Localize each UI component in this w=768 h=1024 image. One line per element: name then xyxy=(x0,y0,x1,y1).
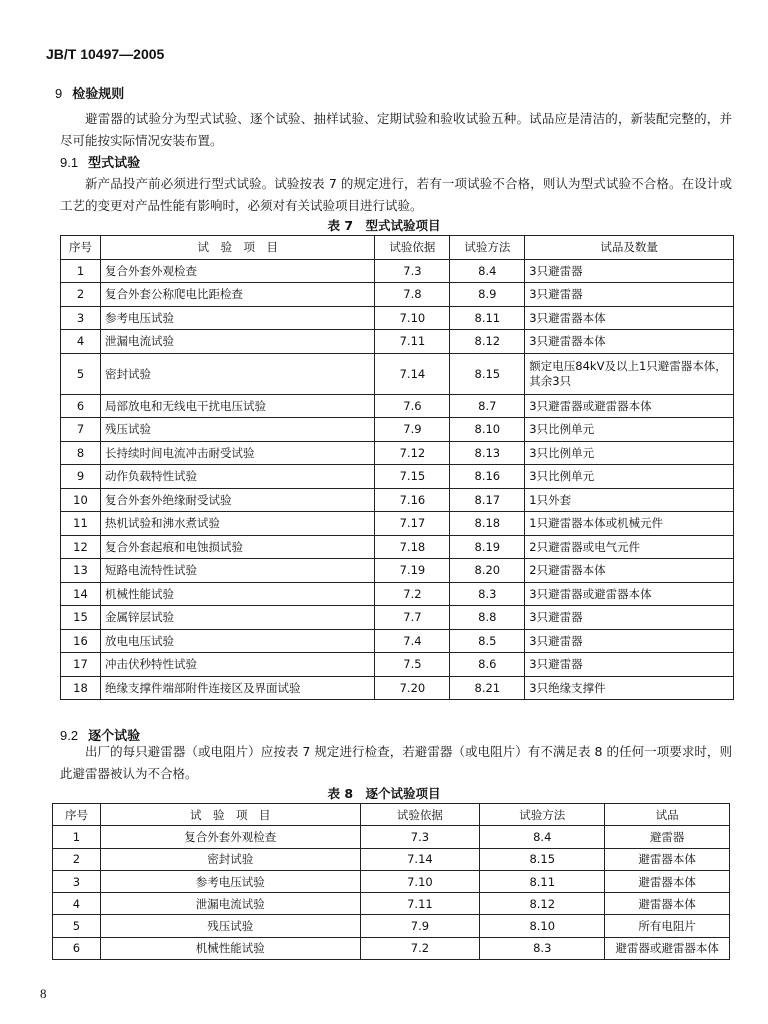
cell-item: 残压试验 xyxy=(100,915,360,937)
cell-method: 8.3 xyxy=(450,582,525,606)
cell-basis: 7.3 xyxy=(360,826,480,848)
table-row xyxy=(61,488,734,512)
cell-sample: 避雷器本体 xyxy=(605,848,730,870)
cell-sample: 避雷器本体 xyxy=(605,870,730,892)
cell-method: 8.12 xyxy=(450,330,525,354)
cell-method: 8.15 xyxy=(450,353,525,394)
cell-seq: 16 xyxy=(61,629,101,653)
table-row xyxy=(61,283,734,307)
cell-method: 8.19 xyxy=(450,535,525,559)
table-7-header-basis: 试验依据 xyxy=(375,236,450,260)
cell-seq: 5 xyxy=(53,915,101,937)
cell-basis: 7.14 xyxy=(360,848,480,870)
cell-method: 8.13 xyxy=(450,441,525,465)
table-row xyxy=(61,535,734,559)
cell-seq: 6 xyxy=(53,937,101,959)
table-row xyxy=(61,559,734,583)
cell-method: 8.3 xyxy=(480,937,605,959)
section-9-1-number: 9.1 xyxy=(60,155,79,170)
cell-sample: 2只避雷器本体 xyxy=(525,559,734,583)
cell-sample: 3只避雷器 xyxy=(525,629,734,653)
table-row xyxy=(61,418,734,442)
cell-method: 8.9 xyxy=(450,283,525,307)
table-row xyxy=(61,606,734,630)
cell-basis: 7.11 xyxy=(375,330,450,354)
table-7-caption: 表 7 型式试验项目 xyxy=(327,218,441,233)
cell-method: 8.17 xyxy=(450,488,525,512)
cell-sample: 1只外套 xyxy=(525,488,734,512)
cell-method: 8.10 xyxy=(480,915,605,937)
cell-sample: 避雷器本体 xyxy=(605,893,730,915)
section-9-2-paragraph: 出厂的每只避雷器（或电阻片）应按表 7 规定进行检查，若避雷器（或电阻片）有不满足表 8 的任何一项要求时，则此避雷器被认为不合格。 xyxy=(60,744,732,781)
table-row xyxy=(61,676,734,700)
cell-basis: 7.9 xyxy=(375,418,450,442)
cell-basis: 7.6 xyxy=(375,394,450,418)
cell-item: 复合外套起痕和电蚀损试验 xyxy=(100,535,375,559)
cell-method: 8.21 xyxy=(450,676,525,700)
cell-sample: 3只避雷器本体 xyxy=(525,306,734,330)
cell-seq: 3 xyxy=(61,306,101,330)
cell-sample: 额定电压84kV及以上1只避雷器本体，其余3只 xyxy=(525,353,734,394)
cell-item: 热机试验和沸水煮试验 xyxy=(100,512,375,536)
cell-seq: 14 xyxy=(61,582,101,606)
cell-sample: 3只避雷器 xyxy=(525,259,734,283)
section-9-2-number: 9.2 xyxy=(60,728,79,743)
cell-item: 复合外套外观检查 xyxy=(100,826,360,848)
cell-seq: 6 xyxy=(61,394,101,418)
section-9-heading xyxy=(55,83,124,102)
cell-item: 复合外套外绝缘耐受试验 xyxy=(100,488,375,512)
table-row xyxy=(61,512,734,536)
table-row xyxy=(61,394,734,418)
cell-item: 残压试验 xyxy=(100,418,375,442)
standard-number: JB/T 10497—2005 xyxy=(46,46,165,62)
cell-sample: 3只避雷器本体 xyxy=(525,330,734,354)
table-8-header-seq: 序号 xyxy=(53,804,101,826)
cell-basis: 7.2 xyxy=(375,582,450,606)
cell-item: 复合外套外观检查 xyxy=(100,259,375,283)
table-row xyxy=(61,330,734,354)
cell-sample: 1只避雷器本体或机械元件 xyxy=(525,512,734,536)
cell-basis: 7.10 xyxy=(375,306,450,330)
cell-item: 参考电压试验 xyxy=(100,306,375,330)
cell-item: 参考电压试验 xyxy=(100,870,360,892)
section-9-paragraph: 避雷器的试验分为型式试验、逐个试验、抽样试验、定期试验和验收试验五种。试品应是清洁的，新装配完整的，并尽可能按实际情况安装布置。 xyxy=(60,111,732,148)
table-7 xyxy=(60,235,734,700)
cell-seq: 17 xyxy=(61,653,101,677)
cell-item: 密封试验 xyxy=(100,848,360,870)
table-7-header-method: 试验方法 xyxy=(450,236,525,260)
table-row xyxy=(53,893,730,915)
cell-basis: 7.16 xyxy=(375,488,450,512)
cell-method: 8.5 xyxy=(450,629,525,653)
cell-seq: 1 xyxy=(61,259,101,283)
cell-item: 机械性能试验 xyxy=(100,937,360,959)
cell-sample: 所有电阻片 xyxy=(605,915,730,937)
table-8 xyxy=(52,803,730,960)
table-row xyxy=(53,937,730,959)
cell-item: 泄漏电流试验 xyxy=(100,893,360,915)
table-8-header-row xyxy=(53,804,730,826)
cell-method: 8.12 xyxy=(480,893,605,915)
table-row xyxy=(53,826,730,848)
cell-basis: 7.3 xyxy=(375,259,450,283)
cell-method: 8.18 xyxy=(450,512,525,536)
cell-basis: 7.5 xyxy=(375,653,450,677)
cell-seq: 2 xyxy=(53,848,101,870)
cell-method: 8.15 xyxy=(480,848,605,870)
cell-seq: 3 xyxy=(53,870,101,892)
cell-seq: 11 xyxy=(61,512,101,536)
table-row xyxy=(61,582,734,606)
cell-sample: 3只避雷器 xyxy=(525,653,734,677)
table-7-header-item: 试 验 项 目 xyxy=(100,236,375,260)
cell-sample: 3只避雷器 xyxy=(525,283,734,307)
cell-method: 8.16 xyxy=(450,465,525,489)
cell-seq: 12 xyxy=(61,535,101,559)
table-row xyxy=(61,465,734,489)
cell-basis: 7.19 xyxy=(375,559,450,583)
cell-basis: 7.2 xyxy=(360,937,480,959)
cell-item: 长持续时间电流冲击耐受试验 xyxy=(100,441,375,465)
cell-basis: 7.9 xyxy=(360,915,480,937)
table-row xyxy=(61,259,734,283)
cell-seq: 1 xyxy=(53,826,101,848)
cell-item: 局部放电和无线电干扰电压试验 xyxy=(100,394,375,418)
table-row xyxy=(61,353,734,394)
cell-method: 8.4 xyxy=(480,826,605,848)
cell-seq: 10 xyxy=(61,488,101,512)
table-row xyxy=(61,653,734,677)
cell-basis: 7.11 xyxy=(360,893,480,915)
cell-method: 8.20 xyxy=(450,559,525,583)
cell-seq: 4 xyxy=(61,330,101,354)
cell-basis: 7.20 xyxy=(375,676,450,700)
cell-item: 冲击伏秒特性试验 xyxy=(100,653,375,677)
section-9-1-heading xyxy=(60,152,140,171)
cell-sample: 3只比例单元 xyxy=(525,441,734,465)
cell-item: 复合外套公称爬电比距检查 xyxy=(100,283,375,307)
cell-item: 金属锌层试验 xyxy=(100,606,375,630)
cell-sample: 3只比例单元 xyxy=(525,418,734,442)
table-row xyxy=(61,441,734,465)
cell-sample: 3只绝缘支撑件 xyxy=(525,676,734,700)
table-row xyxy=(53,915,730,937)
cell-sample: 3只比例单元 xyxy=(525,465,734,489)
table-8-header-item: 试 验 项 目 xyxy=(100,804,360,826)
section-9-1-paragraph: 新产品投产前必须进行型式试验。试验按表 7 的规定进行，若有一项试验不合格，则认为型式试验不合格。在设计或工艺的变更对产品性能有影响时，必须对有关试验项目进行试验。 xyxy=(60,176,732,213)
cell-seq: 15 xyxy=(61,606,101,630)
table-row xyxy=(53,870,730,892)
section-9-1-title: 型式试验 xyxy=(88,156,141,171)
table-8-header-sample: 试品 xyxy=(605,804,730,826)
cell-sample: 避雷器或避雷器本体 xyxy=(605,937,730,959)
cell-method: 8.10 xyxy=(450,418,525,442)
cell-basis: 7.17 xyxy=(375,512,450,536)
table-8-header-method: 试验方法 xyxy=(480,804,605,826)
page-number: 8 xyxy=(40,986,47,1001)
cell-seq: 18 xyxy=(61,676,101,700)
cell-seq: 13 xyxy=(61,559,101,583)
table-row xyxy=(61,306,734,330)
cell-item: 短路电流特性试验 xyxy=(100,559,375,583)
cell-item: 动作负载特性试验 xyxy=(100,465,375,489)
cell-basis: 7.4 xyxy=(375,629,450,653)
cell-basis: 7.7 xyxy=(375,606,450,630)
cell-item: 泄漏电流试验 xyxy=(100,330,375,354)
cell-item: 放电电压试验 xyxy=(100,629,375,653)
table-8-header-basis: 试验依据 xyxy=(360,804,480,826)
cell-method: 8.11 xyxy=(450,306,525,330)
cell-basis: 7.8 xyxy=(375,283,450,307)
cell-sample: 2只避雷器或电气元件 xyxy=(525,535,734,559)
cell-method: 8.4 xyxy=(450,259,525,283)
cell-basis: 7.15 xyxy=(375,465,450,489)
cell-method: 8.8 xyxy=(450,606,525,630)
section-9-number: 9 xyxy=(55,86,63,101)
cell-item: 机械性能试验 xyxy=(100,582,375,606)
table-7-header-row xyxy=(61,236,734,260)
section-9-title: 检验规则 xyxy=(72,87,125,102)
cell-sample: 3只避雷器 xyxy=(525,606,734,630)
cell-method: 8.6 xyxy=(450,653,525,677)
cell-basis: 7.12 xyxy=(375,441,450,465)
cell-seq: 2 xyxy=(61,283,101,307)
cell-method: 8.7 xyxy=(450,394,525,418)
cell-item: 密封试验 xyxy=(100,353,375,394)
cell-seq: 4 xyxy=(53,893,101,915)
cell-basis: 7.10 xyxy=(360,870,480,892)
cell-method: 8.11 xyxy=(480,870,605,892)
table-row xyxy=(61,629,734,653)
cell-sample: 避雷器 xyxy=(605,826,730,848)
cell-item: 绝缘支撑件端部附件连接区及界面试验 xyxy=(100,676,375,700)
cell-basis: 7.18 xyxy=(375,535,450,559)
cell-sample: 3只避雷器或避雷器本体 xyxy=(525,582,734,606)
cell-sample: 3只避雷器或避雷器本体 xyxy=(525,394,734,418)
table-row xyxy=(53,848,730,870)
cell-seq: 7 xyxy=(61,418,101,442)
cell-seq: 9 xyxy=(61,465,101,489)
section-9-2-title: 逐个试验 xyxy=(88,729,141,744)
table-7-header-seq: 序号 xyxy=(61,236,101,260)
table-7-header-sample: 试品及数量 xyxy=(525,236,734,260)
table-8-caption: 表 8 逐个试验项目 xyxy=(327,786,441,801)
cell-basis: 7.14 xyxy=(375,353,450,394)
cell-seq: 8 xyxy=(61,441,101,465)
cell-seq: 5 xyxy=(61,353,101,394)
